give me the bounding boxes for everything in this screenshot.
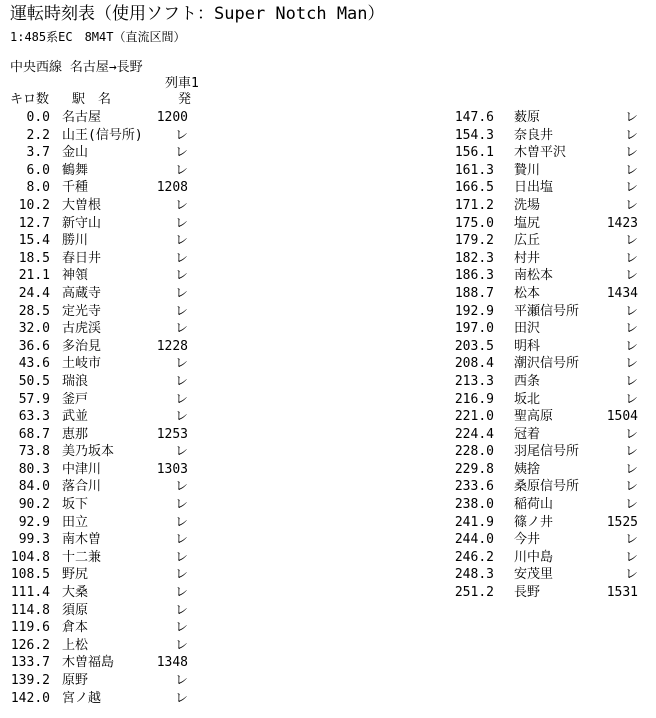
station-name: 田沢 — [514, 321, 541, 337]
station-km: 228.0 — [454, 444, 494, 460]
departure-time: レ — [624, 461, 638, 477]
departure-time: レ — [624, 338, 638, 354]
station-name: 新守山 — [62, 215, 102, 231]
station-name: 大曽根 — [62, 197, 102, 213]
station-km: 248.3 — [454, 567, 494, 583]
departure-time: 1200 — [156, 110, 188, 125]
station-km: 99.3 — [18, 532, 50, 548]
station-name: 大桑 — [62, 585, 89, 601]
station-km: 244.0 — [454, 532, 494, 548]
station-name: 桑原信号所 — [514, 479, 580, 495]
departure-time: レ — [174, 602, 188, 618]
departure-time: レ — [174, 637, 188, 653]
station-name: 勝川 — [62, 233, 89, 249]
departure-time: レ — [624, 497, 638, 513]
departure-time: レ — [174, 620, 188, 636]
route-label: 中央西線 名古屋→長野 — [10, 60, 143, 75]
departure-time: 1228 — [156, 338, 188, 354]
train-type-subtitle: 1:485系EC 8M4T（直流区間） — [10, 30, 186, 44]
departure-time: レ — [624, 250, 638, 266]
departure-time: 1434 — [606, 285, 638, 301]
departure-time: レ — [174, 479, 188, 495]
station-km: 90.2 — [18, 497, 50, 513]
station-name: 松本 — [514, 285, 541, 301]
station-km: 68.7 — [18, 426, 50, 442]
page-title: 運転時刻表（使用ソフト：Super Notch Man） — [10, 4, 385, 24]
station-km: 114.8 — [10, 602, 50, 618]
departure-time: レ — [624, 391, 638, 407]
station-km: 18.5 — [18, 250, 50, 266]
station-name: 西条 — [514, 373, 541, 389]
station-km: 2.2 — [26, 127, 50, 143]
station-km: 166.5 — [454, 180, 494, 196]
station-name: 南松本 — [514, 268, 554, 284]
station-name: 川中島 — [514, 549, 554, 565]
station-km: 111.4 — [10, 585, 50, 601]
station-header: 駅 名 — [72, 92, 112, 107]
station-km: 203.5 — [454, 338, 494, 354]
station-km: 15.4 — [18, 233, 50, 249]
station-km: 108.5 — [10, 567, 50, 583]
departure-time: レ — [624, 145, 638, 161]
departure-time: 1303 — [156, 461, 188, 477]
station-name: 高蔵寺 — [62, 285, 102, 301]
station-name: 瑞浪 — [62, 373, 89, 389]
station-name: 宮ノ越 — [62, 690, 102, 706]
departure-time: レ — [174, 497, 188, 513]
departure-time: レ — [174, 321, 188, 337]
station-name: 金山 — [62, 145, 89, 161]
station-km: 221.0 — [454, 409, 494, 425]
station-name: 落合川 — [62, 479, 102, 495]
station-name: 定光寺 — [62, 303, 102, 319]
station-km: 213.3 — [454, 373, 494, 389]
departure-time: レ — [174, 215, 188, 231]
station-name: 山王(信号所) — [62, 127, 143, 143]
departure-time: レ — [174, 673, 188, 688]
station-name: 姨捨 — [514, 461, 541, 477]
station-name: 南木曽 — [62, 532, 102, 548]
station-km: 21.1 — [18, 268, 50, 284]
station-km: 182.3 — [454, 250, 494, 266]
departure-time: レ — [624, 321, 638, 337]
departure-time: レ — [624, 162, 638, 178]
station-km: 246.2 — [454, 549, 494, 565]
departure-time: 1253 — [156, 426, 188, 442]
station-name: 木曽福島 — [62, 655, 115, 671]
departure-time: レ — [624, 303, 638, 319]
station-name: 多治見 — [62, 338, 102, 354]
station-name: 贄川 — [514, 162, 541, 178]
station-name: 上松 — [62, 637, 89, 653]
station-name: 中津川 — [62, 461, 102, 477]
departure-time: レ — [624, 127, 638, 143]
station-km: 142.0 — [10, 690, 50, 706]
departure-time: 1504 — [606, 409, 638, 425]
station-km: 233.6 — [454, 479, 494, 495]
departure-time: レ — [624, 268, 638, 284]
station-km: 57.9 — [18, 391, 50, 407]
departure-time: レ — [174, 197, 188, 213]
station-name: 冠着 — [514, 426, 541, 442]
station-name: 塩尻 — [514, 215, 541, 231]
station-km: 32.0 — [18, 321, 50, 337]
station-km: 188.7 — [454, 285, 494, 301]
station-km: 147.6 — [454, 110, 494, 125]
station-name: 鶴舞 — [62, 162, 89, 178]
station-km: 251.2 — [454, 585, 494, 601]
station-name: 明科 — [514, 338, 541, 354]
station-name: 武並 — [62, 409, 89, 425]
station-km: 179.2 — [454, 233, 494, 249]
station-name: 洗場 — [514, 197, 541, 213]
station-km: 175.0 — [454, 215, 494, 231]
station-name: 長野 — [514, 585, 541, 601]
departure-time: レ — [624, 532, 638, 548]
departure-time: レ — [174, 162, 188, 178]
departure-time: レ — [624, 549, 638, 565]
departure-time: レ — [624, 197, 638, 213]
station-km: 171.2 — [454, 197, 494, 213]
departure-time: レ — [174, 268, 188, 284]
station-name: 神領 — [62, 268, 89, 284]
departure-time: レ — [624, 567, 638, 583]
station-km: 92.9 — [18, 514, 50, 530]
station-km: 241.9 — [454, 514, 494, 530]
departure-time: レ — [174, 549, 188, 565]
departure-time: 1423 — [606, 215, 638, 231]
station-name: 潮沢信号所 — [514, 356, 580, 372]
station-km: 104.8 — [10, 549, 50, 565]
station-name: 聖高原 — [514, 409, 554, 425]
station-km: 73.8 — [18, 444, 50, 460]
station-name: 坂下 — [62, 497, 89, 513]
station-km: 12.7 — [18, 215, 50, 231]
departure-time: レ — [174, 233, 188, 249]
station-km: 36.6 — [18, 338, 50, 354]
station-name: 日出塩 — [514, 180, 554, 196]
station-name: 古虎渓 — [62, 321, 102, 337]
station-name: 村井 — [514, 250, 541, 266]
station-name: 美乃坂本 — [62, 444, 115, 460]
departure-time: レ — [174, 127, 188, 143]
departure-time: レ — [174, 690, 188, 706]
departure-time: レ — [174, 373, 188, 389]
station-km: 154.3 — [454, 127, 494, 143]
station-name: 稲荷山 — [514, 497, 554, 513]
station-name: 奈良井 — [514, 127, 554, 143]
departure-time: レ — [174, 303, 188, 319]
station-km: 133.7 — [10, 655, 50, 671]
station-km: 8.0 — [26, 180, 50, 196]
station-km: 43.6 — [18, 356, 50, 372]
station-name: 野尻 — [62, 567, 89, 583]
station-name: 須原 — [62, 602, 89, 618]
train-number-header: 列車1 — [165, 76, 199, 91]
station-name: 恵那 — [62, 426, 89, 442]
departure-header: 発 — [178, 92, 192, 107]
departure-time: レ — [624, 373, 638, 389]
station-km: 216.9 — [454, 391, 494, 407]
departure-time: レ — [624, 356, 638, 372]
station-name: 坂北 — [514, 391, 541, 407]
station-name: 今井 — [514, 532, 541, 548]
departure-time: レ — [174, 145, 188, 161]
station-km: 161.3 — [454, 162, 494, 178]
departure-time: レ — [624, 479, 638, 495]
station-name: 安茂里 — [514, 567, 554, 583]
station-km: 139.2 — [10, 673, 50, 688]
departure-time: レ — [624, 426, 638, 442]
station-km: 3.7 — [26, 145, 50, 161]
departure-time: レ — [174, 250, 188, 266]
station-km: 229.8 — [454, 461, 494, 477]
departure-time: 1531 — [606, 585, 638, 601]
station-km: 63.3 — [18, 409, 50, 425]
station-km: 24.4 — [18, 285, 50, 301]
station-km: 156.1 — [454, 145, 494, 161]
station-km: 238.0 — [454, 497, 494, 513]
station-name: 木曽平沢 — [514, 145, 567, 161]
station-km: 10.2 — [18, 197, 50, 213]
station-name: 倉本 — [62, 620, 89, 636]
departure-time: レ — [624, 110, 638, 125]
station-name: 千種 — [62, 180, 89, 196]
station-km: 6.0 — [26, 162, 50, 178]
station-km: 197.0 — [454, 321, 494, 337]
km-header: キロ数 — [10, 92, 50, 107]
departure-time: レ — [174, 356, 188, 372]
station-km: 84.0 — [18, 479, 50, 495]
departure-time: レ — [624, 180, 638, 196]
departure-time: レ — [174, 409, 188, 425]
station-km: 126.2 — [10, 637, 50, 653]
departure-time: レ — [174, 514, 188, 530]
station-km: 80.3 — [18, 461, 50, 477]
departure-time: レ — [174, 391, 188, 407]
station-km: 192.9 — [454, 303, 494, 319]
station-km: 208.4 — [454, 356, 494, 372]
station-km: 50.5 — [18, 373, 50, 389]
station-name: 田立 — [62, 514, 89, 530]
station-name: 原野 — [62, 673, 89, 688]
station-name: 平瀬信号所 — [514, 303, 580, 319]
station-name: 土岐市 — [62, 356, 102, 372]
station-km: 186.3 — [454, 268, 494, 284]
station-name: 篠ノ井 — [514, 514, 554, 530]
departure-time: 1348 — [156, 655, 188, 671]
station-name: 釜戸 — [62, 391, 89, 407]
station-km: 0.0 — [26, 110, 50, 125]
station-km: 28.5 — [18, 303, 50, 319]
departure-time: 1525 — [606, 514, 638, 530]
departure-time: レ — [624, 233, 638, 249]
departure-time: レ — [174, 285, 188, 301]
station-name: 名古屋 — [62, 110, 102, 125]
station-km: 119.6 — [10, 620, 50, 636]
station-name: 十二兼 — [62, 549, 102, 565]
station-name: 春日井 — [62, 250, 102, 266]
departure-time: レ — [174, 567, 188, 583]
station-name: 薮原 — [514, 110, 541, 125]
departure-time: レ — [174, 532, 188, 548]
departure-time: レ — [174, 444, 188, 460]
station-km: 224.4 — [454, 426, 494, 442]
station-name: 広丘 — [514, 233, 541, 249]
departure-time: レ — [174, 585, 188, 601]
departure-time: 1208 — [156, 180, 188, 196]
departure-time: レ — [624, 444, 638, 460]
station-name: 羽尾信号所 — [514, 444, 580, 460]
